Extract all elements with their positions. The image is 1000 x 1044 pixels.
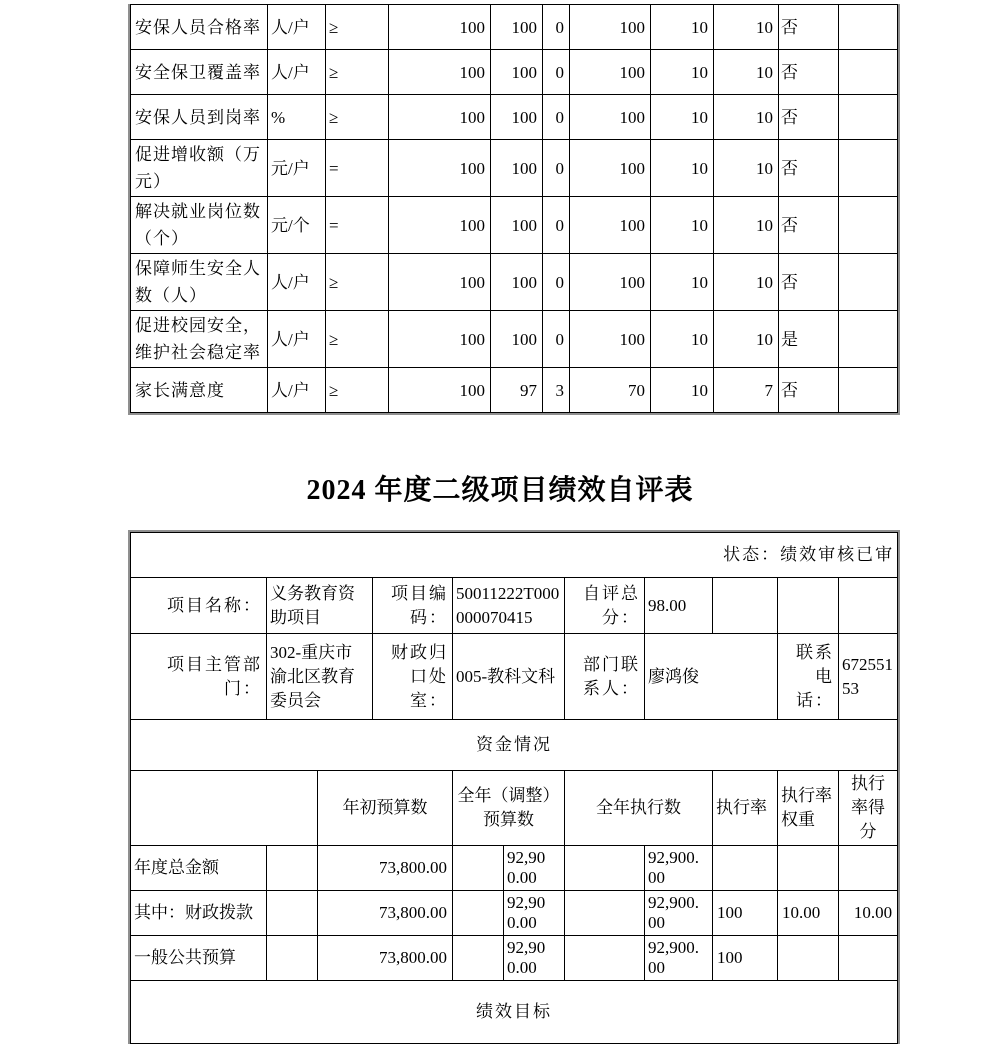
funding-row [131,936,898,981]
executed-value: 92,900.00 [645,891,713,936]
indicator-value: 0 [543,95,570,140]
indicator-value: 70 [570,368,651,413]
dept-label: 项目主管部门： [131,634,267,720]
indicator-value: 10 [714,311,779,368]
empty-cell [565,936,645,981]
indicator-flag: 是 [779,311,839,368]
indicator-value: 10 [714,197,779,254]
empty-cell [565,846,645,891]
project-code-label: 项目编码： [373,578,453,634]
funding-row-label: 年度总金额 [131,846,267,891]
indicator-table [130,4,898,413]
indicator-table-container [128,4,900,415]
adjusted-budget-value: 92,900.00 [504,936,565,981]
indicator-unit: 人/户 [268,311,326,368]
indicator-unit: 人/户 [268,50,326,95]
rate-weight-value [778,846,839,891]
empty-cell [267,846,318,891]
funding-row-label: 一般公共预算 [131,936,267,981]
rate-score-value [839,936,898,981]
indicator-value: 10 [714,50,779,95]
col-header-rate-score: 执行率得分 [839,771,898,846]
indicator-value: 10 [651,140,714,197]
project-code-value: 50011222T000000070415 [453,578,565,634]
indicator-flag: 否 [779,254,839,311]
indicator-flag: 否 [779,140,839,197]
execution-rate-value: 100 [713,891,778,936]
indicator-name: 促进增收额（万元） [131,140,268,197]
col-header-rate-weight: 执行率权重 [778,771,839,846]
indicator-value: 10 [651,197,714,254]
col-header-adjusted-budget: 全年（调整）预算数 [453,771,565,846]
col-header-execution-rate: 执行率 [713,771,778,846]
indicator-value: 7 [714,368,779,413]
indicator-row [131,5,898,50]
funding-section-title: 资金情况 [131,720,898,771]
funding-row-label: 其中：财政拨款 [131,891,267,936]
indicator-value: 97 [491,368,543,413]
initial-budget-value: 73,800.00 [318,936,453,981]
indicator-value: 0 [543,50,570,95]
indicator-value: 0 [543,254,570,311]
adjusted-budget-value: 92,900.00 [504,846,565,891]
indicator-name: 解决就业岗位数（个） [131,197,268,254]
indicator-row [131,368,898,413]
indicator-operator: ≥ [326,95,389,140]
indicator-row [131,197,898,254]
indicator-value: 10 [651,95,714,140]
indicator-value: 100 [491,197,543,254]
initial-budget-value: 73,800.00 [318,846,453,891]
indicator-value: 100 [570,95,651,140]
indicator-value: 0 [543,5,570,50]
executed-value: 92,900.00 [645,846,713,891]
indicator-unit: 元/个 [268,197,326,254]
indicator-operator: ≥ [326,254,389,311]
indicator-operator: = [326,197,389,254]
funding-section-row [131,720,898,771]
indicator-name: 促进校园安全，维护社会稳定率 [131,311,268,368]
empty-cell [839,368,898,413]
indicator-value: 100 [491,95,543,140]
initial-budget-value: 73,800.00 [318,891,453,936]
indicator-row [131,140,898,197]
empty-cell [839,254,898,311]
phone-label: 联系电话： [778,634,839,720]
dept-value: 302-重庆市渝北区教育委员会 [267,634,373,720]
indicator-value: 10 [651,254,714,311]
self-evaluation-table [130,532,898,1044]
indicator-value: 100 [491,5,543,50]
indicator-value: 10 [651,368,714,413]
self-score-label: 自评总分： [565,578,645,634]
indicator-value: 0 [543,140,570,197]
adjusted-budget-value: 92,900.00 [504,891,565,936]
contact-value: 廖鸿俊 [645,634,778,720]
funding-row [131,891,898,936]
indicator-value: 100 [491,311,543,368]
executed-value: 92,900.00 [645,936,713,981]
empty-cell [839,578,898,634]
empty-cell [565,891,645,936]
performance-section-title: 绩效目标 [131,981,898,1044]
indicator-row [131,50,898,95]
indicator-name: 安保人员合格率 [131,5,268,50]
indicator-value: 100 [389,140,491,197]
indicator-unit: 人/户 [268,5,326,50]
indicator-value: 100 [570,311,651,368]
indicator-value: 10 [714,95,779,140]
rate-weight-value [778,936,839,981]
indicator-flag: 否 [779,5,839,50]
funding-header-row [131,771,898,846]
indicator-name: 保障师生安全人数（人） [131,254,268,311]
indicator-name: 安全保卫覆盖率 [131,50,268,95]
empty-cell [267,936,318,981]
indicator-row [131,95,898,140]
indicator-value: 100 [570,254,651,311]
empty-cell [839,50,898,95]
indicator-operator: = [326,140,389,197]
project-name-label: 项目名称： [131,578,267,634]
empty-cell [131,771,318,846]
indicator-value: 100 [570,5,651,50]
indicator-value: 10 [714,140,779,197]
status-row [131,533,898,578]
rate-weight-value: 10.00 [778,891,839,936]
indicator-value: 100 [570,197,651,254]
office-label: 财政归口处室： [373,634,453,720]
indicator-value: 100 [389,5,491,50]
funding-row [131,846,898,891]
indicator-operator: ≥ [326,50,389,95]
empty-cell [453,891,504,936]
contact-label: 部门联系人： [565,634,645,720]
indicator-value: 100 [389,50,491,95]
performance-section-row [131,981,898,1044]
indicator-value: 0 [543,311,570,368]
project-info-row-1 [131,578,898,634]
indicator-row [131,311,898,368]
indicator-name: 安保人员到岗率 [131,95,268,140]
status-text: 状态：绩效审核已审 [131,533,898,578]
phone-value: 67255153 [839,634,898,720]
empty-cell [267,891,318,936]
indicator-value: 10 [714,5,779,50]
indicator-operator: ≥ [326,368,389,413]
project-info-row-2 [131,634,898,720]
indicator-value: 100 [491,140,543,197]
rate-score-value [839,846,898,891]
empty-cell [713,578,778,634]
indicator-value: 100 [570,50,651,95]
empty-cell [839,140,898,197]
execution-rate-value: 100 [713,936,778,981]
indicator-value: 100 [389,95,491,140]
indicator-operator: ≥ [326,5,389,50]
empty-cell [839,5,898,50]
office-value: 005-教科文科 [453,634,565,720]
indicator-name: 家长满意度 [131,368,268,413]
empty-cell [453,846,504,891]
indicator-unit: 元/户 [268,140,326,197]
indicator-value: 100 [491,50,543,95]
indicator-value: 10 [714,254,779,311]
indicator-operator: ≥ [326,311,389,368]
indicator-value: 10 [651,50,714,95]
col-header-initial-budget: 年初预算数 [318,771,453,846]
empty-cell [453,936,504,981]
project-name-value: 义务教育资助项目 [267,578,373,634]
execution-rate-value [713,846,778,891]
indicator-value: 100 [491,254,543,311]
indicator-value: 100 [389,254,491,311]
indicator-flag: 否 [779,95,839,140]
indicator-value: 0 [543,197,570,254]
empty-cell [839,311,898,368]
indicator-row [131,254,898,311]
indicator-value: 100 [389,311,491,368]
empty-cell [778,578,839,634]
self-evaluation-table-container [128,530,900,1044]
page-title: 2024 年度二级项目绩效自评表 [306,475,694,506]
empty-cell [839,95,898,140]
indicator-value: 100 [570,140,651,197]
indicator-flag: 否 [779,368,839,413]
indicator-unit: 人/户 [268,368,326,413]
indicator-flag: 否 [779,50,839,95]
col-header-executed: 全年执行数 [565,771,713,846]
self-score-value: 98.00 [645,578,713,634]
indicator-value: 100 [389,368,491,413]
indicator-value: 3 [543,368,570,413]
rate-score-value: 10.00 [839,891,898,936]
indicator-unit: 人/户 [268,254,326,311]
indicator-unit: % [268,95,326,140]
indicator-value: 10 [651,5,714,50]
indicator-value: 10 [651,311,714,368]
indicator-flag: 否 [779,197,839,254]
empty-cell [839,197,898,254]
indicator-value: 100 [389,197,491,254]
